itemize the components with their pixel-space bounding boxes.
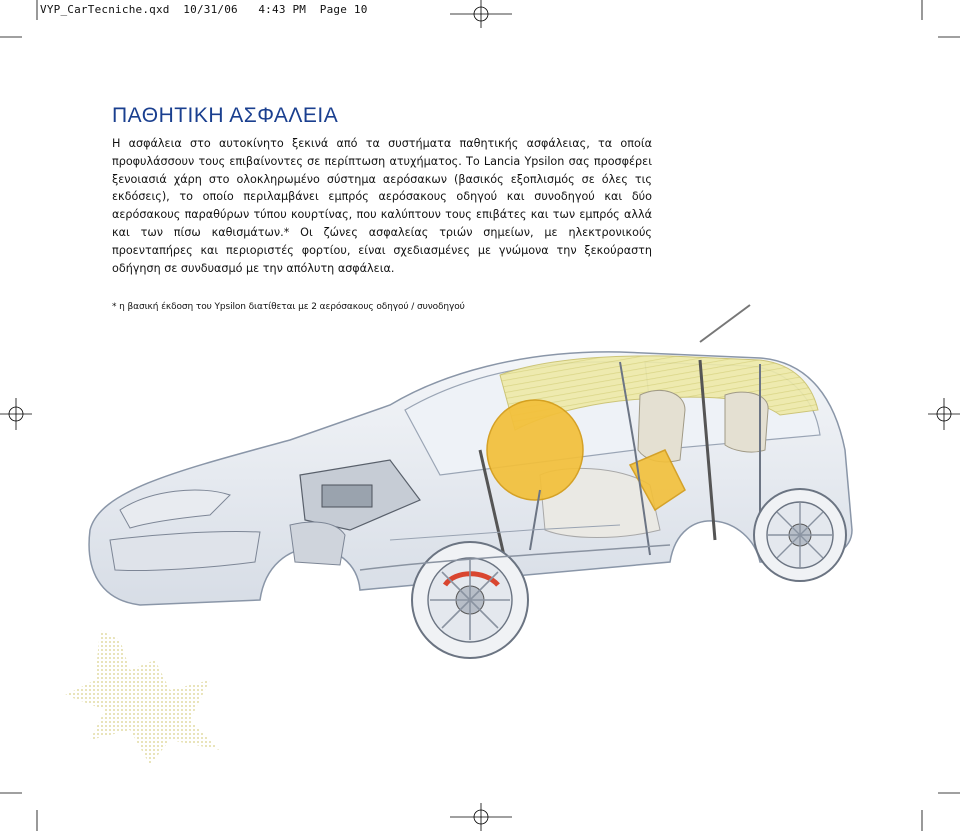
engine-cover [322, 485, 372, 507]
rear-wheel [754, 489, 846, 581]
slug-page: Page 10 [319, 3, 368, 16]
driver-airbag [487, 400, 583, 500]
rear-seat-2 [725, 392, 768, 452]
footnote: * η βασική έκδοση του Ypsilon διατίθεται με 2 αερόσακους οδηγού / συνοδηγού [112, 302, 465, 312]
section-title: ΠΑΘΗΤΙΚΗ ΑΣΦΑΛΕΙΑ [112, 104, 339, 127]
slug-file: VYP_CarTecniche.qxd [40, 3, 170, 16]
car-cutaway-illustration [60, 300, 860, 660]
antenna [700, 305, 750, 342]
body-paragraph: Η ασφάλεια στο αυτοκίνητο ξεκινά από τα συστήματα παθητικής ασφάλειας, τα οποία προφυλάσσουν τους επιβαίνοντες σε περίπτωση ατυχήματος. Το Lancia Ypsilon σας προσφέρει ξενοιασιά χάρη στο ολοκληρωμένο σύστημα αερόσακων (βασικός εξοπλισμός σε όλες τις εκδόσεις), το οποίο περιλαμβάνει εμπρός αερόσακους οδηγού και συνοδηγού και δύο αερόσακους παραθύρων τύπου κουρτίνας, που καλύπτουν τους επιβάτες και των εμπρός αλλά και των πίσω καθισμάτων.* Οι ζώνες ασφαλείας τριών σημείων, με ηλεκτρονικούς προενταπήρες και περιοριστές φορτίου, είναι σχεδιασμένες με γνώμονα την ξεκούραστη οδήγηση σε συνδυασμό με την απόλυτη ασφάλεια. [112, 137, 652, 275]
slug-time: 4:43 PM [258, 3, 307, 16]
slug-date: 10/31/06 [183, 3, 238, 16]
grille [290, 522, 345, 565]
